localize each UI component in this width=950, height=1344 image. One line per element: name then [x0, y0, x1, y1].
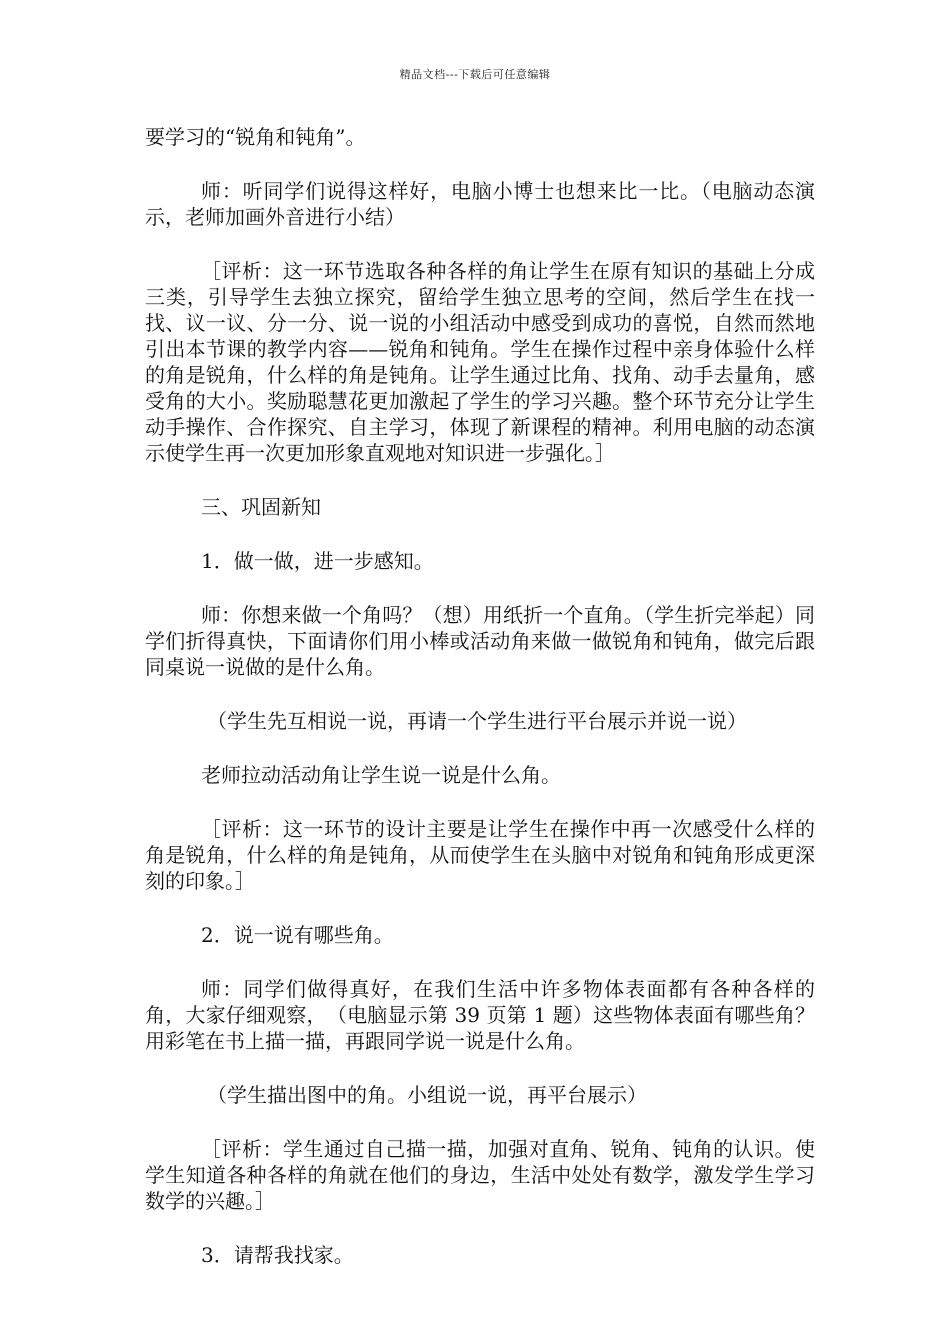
item-heading-3: 3．请帮我找家。	[201, 1243, 354, 1267]
paragraph-commentary-3: ［评析：学生通过自己描一描，加强对直角、锐角、钝角的认识。使学生知道各种各样的角就在他们的身边，生活中处处有数学，激发学生学习数学的兴趣。］	[145, 1137, 815, 1213]
paragraph-student-activity: （学生先互相说一说，再请一个学生进行平台展示并说一说）	[207, 709, 747, 733]
paragraph-student-trace: （学生描出图中的角。小组说一说，再平台展示）	[207, 1083, 647, 1107]
paragraph-teacher-observe: 师：同学们做得真好，在我们生活中许多物体表面都有各种各样的角，大家仔细观察， （电脑显示第 39 页第 1 题）这些物体表面有哪些角？用彩笔在书上描一描，再跟同学说一说是什么角。	[145, 977, 815, 1053]
item-heading-1: 1．做一做，进一步感知。	[201, 549, 434, 573]
paragraph-teacher-summary: 师：听同学们说得这样好，电脑小博士也想来比一比。（电脑动态演示，老师加画外音进行小结）	[145, 179, 815, 229]
paragraph-teacher-drag: 老师拉动活动角让学生说一说是什么角。	[201, 763, 561, 787]
paragraph-commentary-1: ［评析：这一环节选取各种各样的角让学生在原有知识的基础上分成三类，引导学生去独立探究，留给学生独立思考的空间，然后学生在找一找、议一议、分一分、说一说的小组活动中感受到成功的喜悦，自然而然地引出本节课的教学内容——锐角和钝角。学生在操作过程中亲身体验什么样的角是锐角，什么样的角是钝角。让学生通过比角、找角、动手去量角，感受角的大小。奖励聪慧花更加激起了学生的学习兴趣。整个环节充分让学生动手操作、合作探究、自主学习，体现了新课程的精神。利用电脑的动态演示使学生再一次更加形象直观地对知识进一步强化。］	[145, 259, 815, 465]
document-body	[145, 124, 815, 1268]
paragraph-teacher-fold: 师：你想来做一个角吗？（想）用纸折一个直角。（学生折完举起）同学们折得真快，下面请你们用小棒或活动角来做一做锐角和钝角，做完后跟同桌说一说做的是什么角。	[145, 603, 815, 679]
paragraph-commentary-2: ［评析：这一环节的设计主要是让学生在操作中再一次感受什么样的角是锐角，什么样的角是钝角，从而使学生在头脑中对锐角和钝角形成更深刻的印象。］	[145, 817, 815, 893]
page-header: 精品文档---下载后可任意编辑	[399, 68, 551, 81]
section-heading: 三、巩固新知	[201, 495, 321, 519]
item-heading-2: 2．说一说有哪些角。	[201, 923, 394, 947]
paragraph-intro: 要学习的“锐角和钝角”。	[145, 125, 366, 149]
